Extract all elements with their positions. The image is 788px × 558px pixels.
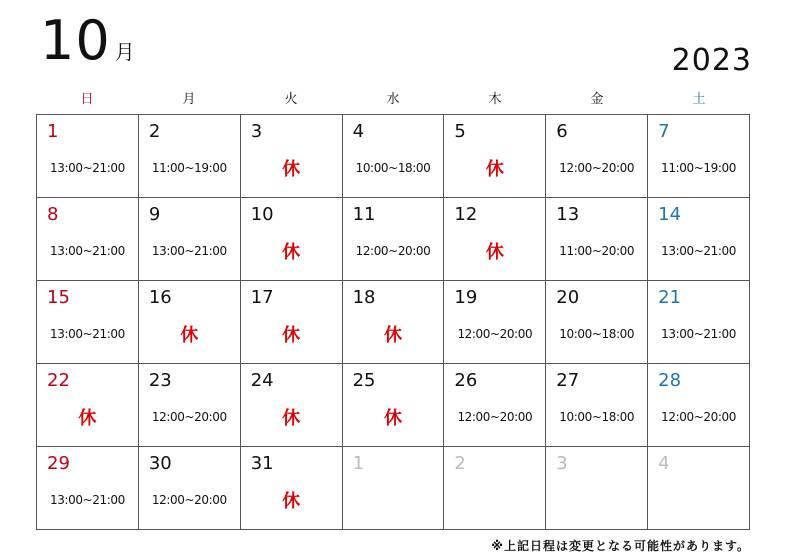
day-number: 3: [250, 121, 263, 142]
calendar-cell-next-month: [546, 447, 648, 530]
day-number: 12: [454, 204, 478, 225]
calendar-cell: [546, 364, 648, 447]
calendar-cell: [546, 281, 648, 364]
calendar-cell-next-month: [648, 447, 750, 530]
business-hours: 13:00~21:00: [50, 327, 125, 341]
business-hours: 12:00~20:00: [151, 410, 227, 424]
day-number: 15: [47, 287, 70, 308]
day-number: 17: [250, 287, 274, 308]
calendar-cell: [648, 281, 750, 364]
closed-label: 休: [282, 325, 301, 346]
calendar-cell: [343, 115, 445, 198]
calendar-cell: [444, 198, 546, 281]
day-number: 1: [352, 453, 365, 474]
business-hours: 12:00~20:00: [355, 244, 431, 258]
calendar-cell: [648, 364, 750, 447]
business-hours: 10:00~18:00: [559, 327, 635, 341]
calendar-cell: [546, 115, 648, 198]
business-hours: 12:00~20:00: [457, 410, 533, 424]
business-hours: 12:00~20:00: [559, 161, 635, 175]
day-number: 1: [47, 121, 59, 142]
calendar-cell: [444, 281, 546, 364]
business-hours: 13:00~21:00: [50, 161, 125, 175]
calendar-cell: [139, 198, 241, 281]
day-number: 8: [47, 204, 59, 225]
closed-label: 休: [383, 325, 402, 346]
closed-label: 休: [485, 242, 504, 263]
calendar-cell: [37, 198, 139, 281]
closed-label: 休: [485, 159, 504, 180]
calendar-grid: [36, 114, 750, 530]
calendar-cell: [444, 115, 546, 198]
calendar-cell: [37, 447, 139, 530]
business-hours: 11:00~19:00: [151, 161, 227, 175]
business-hours: 11:00~20:00: [559, 244, 635, 258]
closed-label: 休: [180, 325, 199, 346]
calendar-cell: [241, 115, 343, 198]
month-unit: 月: [114, 40, 135, 64]
business-hours: 12:00~20:00: [661, 410, 736, 424]
closed-label: 休: [282, 408, 301, 429]
day-number: 16: [148, 287, 172, 308]
weekday-header-row: [36, 90, 750, 110]
day-number: 9: [148, 204, 161, 225]
day-number: 2: [148, 121, 161, 142]
weekday-tue: 火: [284, 92, 298, 107]
weekday-mon: 月: [182, 92, 196, 107]
calendar-cell: [241, 364, 343, 447]
calendar-cell: [546, 198, 648, 281]
day-number: 21: [658, 287, 682, 308]
day-number: 4: [352, 121, 365, 142]
day-number: 29: [47, 453, 70, 474]
calendar-cell: [343, 281, 445, 364]
business-hours: 12:00~20:00: [457, 327, 533, 341]
business-hours: 13:00~21:00: [661, 327, 736, 341]
day-number: 2: [454, 453, 466, 474]
calendar-cell: [241, 198, 343, 281]
day-number: 10: [250, 204, 274, 225]
day-number: 13: [556, 204, 580, 225]
business-hours: 13:00~21:00: [50, 244, 125, 258]
calendar-cell: [37, 364, 139, 447]
business-hours: 10:00~18:00: [559, 410, 635, 424]
day-number: 14: [658, 204, 682, 225]
day-number: 26: [454, 370, 478, 391]
closed-label: 休: [383, 408, 402, 429]
day-number: 4: [658, 453, 670, 474]
closed-label: 休: [282, 242, 301, 263]
day-number: 25: [352, 370, 376, 391]
day-number: 30: [148, 453, 172, 474]
day-number: 28: [658, 370, 682, 391]
business-hours: 11:00~19:00: [661, 161, 736, 175]
closed-label: 休: [78, 408, 97, 429]
calendar-cell: [139, 447, 241, 530]
weekday-fri: 金: [590, 92, 604, 107]
footer-note: ※上記日程は変更となる可能性があります。: [491, 539, 750, 553]
closed-label: 休: [282, 159, 301, 180]
business-hours: 13:00~21:00: [661, 244, 736, 258]
closed-label: 休: [282, 491, 301, 512]
weekday-sun: 日: [80, 92, 94, 107]
month-heading: [40, 9, 135, 72]
weekday-thu: 木: [488, 92, 502, 107]
year-label: 2023: [671, 43, 752, 78]
day-number: 27: [556, 370, 580, 391]
day-number: 3: [556, 453, 568, 474]
calendar-cell: [343, 364, 445, 447]
day-number: 24: [250, 370, 274, 391]
day-number: 11: [352, 204, 376, 225]
calendar-cell: [343, 198, 445, 281]
calendar-cell: [37, 281, 139, 364]
business-hours: 13:00~21:00: [151, 244, 227, 258]
calendar-cell: [241, 447, 343, 530]
day-number: 6: [556, 121, 568, 142]
day-number: 7: [658, 121, 670, 142]
day-number: 20: [556, 287, 580, 308]
day-number: 22: [47, 370, 70, 391]
calendar-cell: [648, 115, 750, 198]
calendar-cell-next-month: [343, 447, 445, 530]
day-number: 23: [148, 370, 172, 391]
weekday-wed: 水: [386, 92, 400, 107]
business-hours: 10:00~18:00: [355, 161, 431, 175]
day-number: 31: [250, 453, 274, 474]
day-number: 19: [454, 287, 478, 308]
day-number: 5: [454, 121, 466, 142]
business-hours: 12:00~20:00: [151, 493, 227, 507]
calendar-cell-next-month: [444, 447, 546, 530]
day-number: 18: [352, 287, 376, 308]
calendar-cell: [444, 364, 546, 447]
month-number: 10: [40, 9, 111, 72]
calendar-cell: [648, 198, 750, 281]
business-hours: 13:00~21:00: [50, 493, 125, 507]
weekday-sat: 土: [692, 92, 706, 107]
calendar-cell: [37, 115, 139, 198]
calendar-cell: [139, 364, 241, 447]
calendar-cell: [139, 281, 241, 364]
calendar-cell: [139, 115, 241, 198]
calendar-cell: [241, 281, 343, 364]
